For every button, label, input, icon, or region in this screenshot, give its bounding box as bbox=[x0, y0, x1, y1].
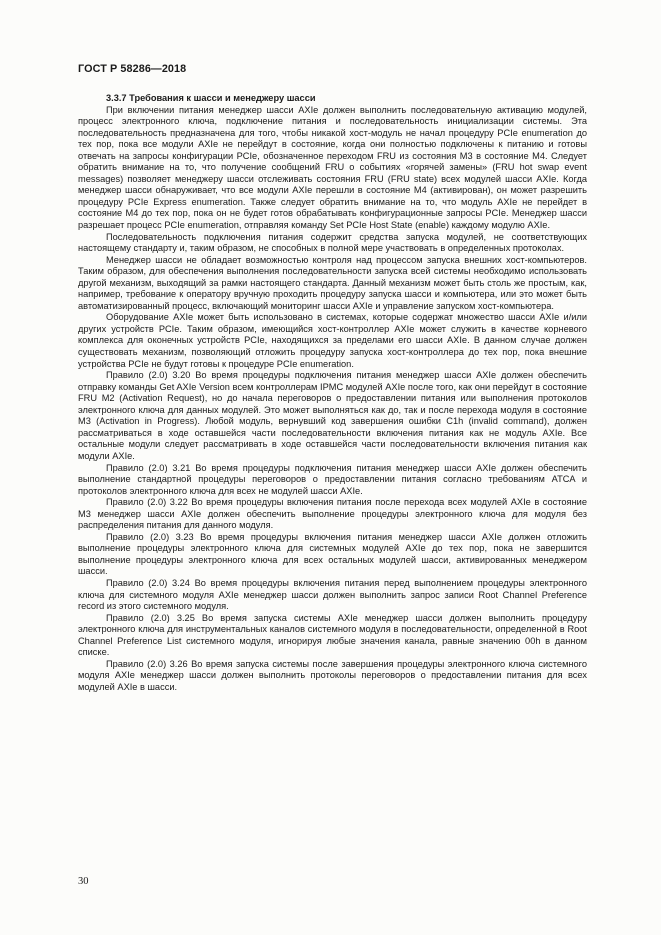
rule-3-20: Правило (2.0) 3.20 Во время процедуры подключения питания менеджер шасси AXIe должен обеспечить отправку команды Get AXIe Version всем контроллерам IPMC модулей AXIe после того, как они перейдут в состояние FRU M2 (Activation Request), но до начала переговоров о предоставлении питания или выполнения протоколов электронного ключа для данных модулей. Это может выполняться как до, так и после перехода модуля в состояние M3 (Activation in Progress). Любой модуль, вернувший код завершения ошибки C1h (invalid command), должен рассматриваться в ходе оставшейся части последовательности включения питания как не модуль AXIe. Все остальные модули следует рассматривать в ходе оставшейся части последовательности включения питания как модули AXIe. bbox=[78, 370, 587, 461]
rule-3-25: Правило (2.0) 3.25 Во время запуска системы AXIe менеджер шасси должен выполнить процедуру электронного ключа для инструментальных каналов системного модуля в последовательности, определенной в Root Channel Preference List системного модуля, игнорируя любые значения канала, равные значению 00h в данном списке. bbox=[78, 612, 587, 658]
section-heading: 3.3.7 Требования к шасси и менеджеру шасси bbox=[106, 93, 316, 103]
rule-3-21: Правило (2.0) 3.21 Во время процедуры подключения питания менеджер шасси AXIe должен обеспечить выполнение стандартной процедуры переговоров о предоставлении питания согласно требованиям ATCA и протоколов электронного ключа для всех не модулей шасси AXIe. bbox=[78, 462, 587, 496]
page-number: 30 bbox=[78, 876, 89, 887]
rule-3-23: Правило (2.0) 3.23 Во время процедуры включения питания менеджер шасси AXIe должен отложить выполнение процедуры электронного ключа для системных модулей AXIe до тех пор, пока не завершится выполнение процедуры электронного ключа для всех остальных модулей шасси, активированных менеджером шасси. bbox=[78, 531, 587, 577]
rule-3-24: Правило (2.0) 3.24 Во время процедуры включения питания перед выполнением процедуры электронного ключа для системного модуля AXIe менеджер шасси должен выполнить запрос записи Root Channel Preference record из этого системного модуля. bbox=[78, 577, 587, 612]
paragraph-multi-chassis: Оборудование AXIe может быть использовано в системах, которые содержат множество шасси AXIe и/или других устройств PCIe. Таким образом, имеющийся хост-контроллер AXIe может служить в качестве корневого комплекса для оконечных устройств PCIe, находящихся за пределами его шасси AXIe. В данном случае должен существовать механизм, позволяющий отложить процедуру запуска хост-контроллера до тех пор, пока внешние устройства PCIe не будут готовы к процедуре PCIe enumeration. bbox=[78, 312, 587, 369]
document-body bbox=[78, 93, 587, 693]
rule-3-22: Правило (2.0) 3.22 Во время процедуры включения питания после перехода всех модулей AXIe в состояние M3 менеджер шасси AXIe должен обеспечить выполнение процедуры электронного ключа для модуля без распределения питания для данного модуля. bbox=[78, 497, 587, 531]
rule-3-26: Правило (2.0) 3.26 Во время запуска системы после завершения процедуры электронного ключа системного модуля AXIe менеджер шасси должен выполнить протоколы переговоров о предоставлении питания для всех модулей AXIe в шасси. bbox=[78, 658, 587, 692]
paragraph-power-on-sequence: При включении питания менеджер шасси AXIe должен выполнить последовательную активацию модулей, процесс электронного ключа, подключение питания и последовательность инициализации системы. Эта последовательность предназначена для того, чтобы никакой хост-модуль не начал процедуру PCIe enumeration до тех пор, пока все модули AXIe не перейдут в состояние, когда они полностью подключены к питанию и готовы отвечать на запросы конфигурации PCIe, обозначенное переходом FRU из состояния M3 в состояние M4. Следует обратить внимание на то, что получение сообщений FRU о событиях «горячей замены» (FRU hot swap event messages) позволяет менеджеру шасси отслеживать состояния FRU (FRU state) всех модулей шасси AXIe. Когда менеджер шасси обнаруживает, что все модули AXIe перешли в состояние M4 (активирован), он может разрешить процедуру PCIe Express enumeration. Также следует обратить внимание на то, что модуль AXIe не перейдет в состояние M4 до тех пор, пока он не будет готов обрабатывать конфигурационные запросы PCIe. Менеджер шасси разрешает процесс PCIe enumeration, отправляя команду Set PCIe Host State (enable) каждому модулю AXIe. bbox=[78, 104, 587, 231]
standard-header: ГОСТ Р 58286—2018 bbox=[78, 63, 187, 75]
paragraph-external-hosts: Менеджер шасси не обладает возможностью контроля над процессом запуска внешних хост-компьютеров. Таким образом, для обеспечения выполнения последовательности запуска всей системы необходимо использовать другой механизм, выходящий за рамки настоящего стандарта. Данный механизм может быть столь же простым, как, например, требование к оператору вручную проходить процедуру запуска шасси и компьютера, или это может быть автоматизированный процесс, включающий мониторинг шасси AXIe и управление запуском хост-компьютера. bbox=[78, 254, 587, 311]
paragraph-non-compliant-modules: Последовательность подключения питания содержит средства запуска модулей, не соответствующих настоящему стандарту и, таким образом, не способных в полной мере участвовать в определенных протоколах. bbox=[78, 231, 587, 254]
